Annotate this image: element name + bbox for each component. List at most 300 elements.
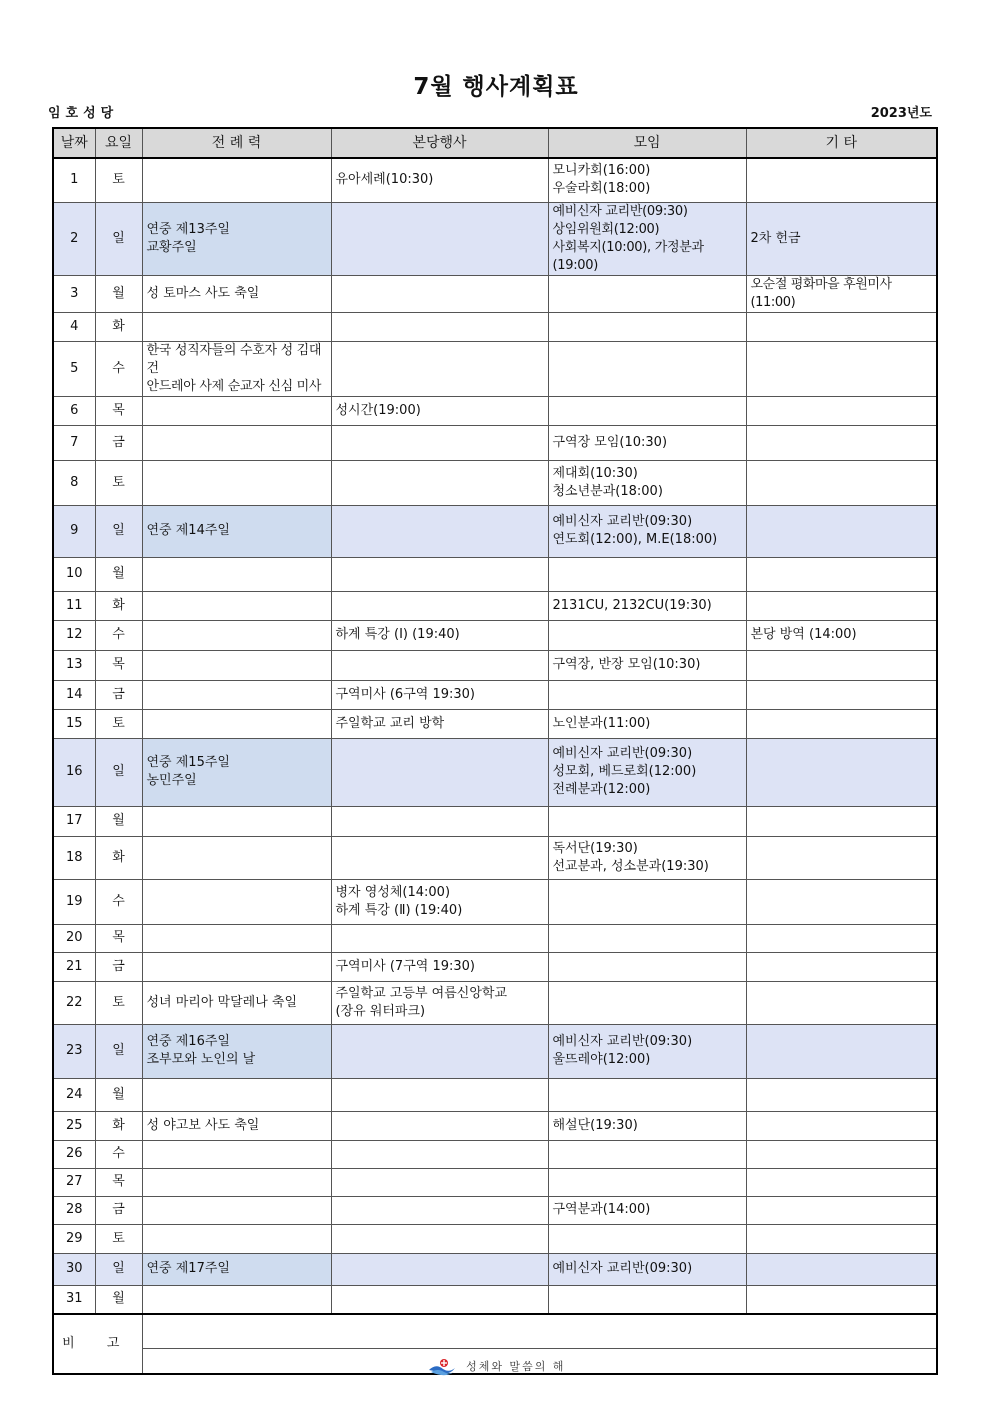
event-cell (331, 836, 548, 879)
date-cell-text: 7 (70, 434, 79, 450)
weekday-cell (95, 1196, 142, 1224)
event-cell (331, 924, 548, 952)
event-cell (331, 1140, 548, 1168)
weekday-cell-text: 토 (112, 994, 125, 1010)
date-cell (53, 1024, 95, 1078)
meeting-cell (548, 341, 746, 396)
liturgy-cell-text: 조부모와 노인의 날 (146, 1052, 256, 1067)
meeting-cell-text: 해설단(19:30) (552, 1117, 638, 1133)
event-cell (331, 1224, 548, 1253)
meeting-cell-text: 노인분과(11:00) (552, 715, 651, 731)
weekday-cell-text: 금 (112, 958, 125, 974)
weekday-cell (95, 952, 142, 981)
liturgy-cell-text: 연중 제17주일 (146, 1261, 230, 1276)
event-cell (331, 1111, 548, 1140)
date-cell-text: 22 (65, 994, 83, 1010)
weekday-cell-text: 토 (112, 172, 125, 188)
meeting-cell (548, 650, 746, 680)
event-cell (331, 557, 548, 591)
liturgy-cell (142, 505, 331, 557)
date-cell-text: 3 (70, 285, 79, 301)
weekday-cell-text: 월 (112, 285, 125, 301)
header-row (53, 128, 937, 158)
date-cell-text: 11 (65, 597, 83, 613)
table-row (53, 924, 937, 952)
etc-cell (746, 981, 937, 1024)
weekday-cell-text: 토 (112, 715, 125, 731)
weekday-cell-text: 화 (112, 1117, 125, 1133)
liturgy-cell-text: 농민주일 (146, 773, 197, 788)
meeting-cell (548, 557, 746, 591)
date-cell (53, 879, 95, 924)
date-cell (53, 275, 95, 312)
date-cell (53, 981, 95, 1024)
liturgy-cell-text: 연중 제13주일 (146, 221, 230, 237)
meeting-cell (548, 1253, 746, 1285)
etc-cell (746, 425, 937, 460)
meeting-cell (548, 1224, 746, 1253)
table-row (53, 952, 937, 981)
date-cell-text: 23 (65, 1043, 83, 1058)
table-row (53, 981, 937, 1024)
weekday-cell-text: 수 (112, 360, 125, 376)
date-cell-text: 20 (65, 930, 83, 945)
event-cell-text: 하계 특강 (Ⅱ) (19:40) (335, 902, 463, 918)
date-cell-text: 17 (65, 813, 83, 828)
remarks-label: 비 고 (53, 1314, 142, 1374)
weekday-cell-text: 토 (112, 474, 125, 490)
etc-cell (746, 591, 937, 620)
table-row (53, 591, 937, 620)
liturgy-cell (142, 981, 331, 1024)
date-cell-text: 12 (65, 627, 83, 642)
event-cell (331, 275, 548, 312)
etc-cell (746, 460, 937, 505)
liturgy-cell (142, 312, 331, 341)
etc-cell (746, 1196, 937, 1224)
weekday-cell (95, 557, 142, 591)
meeting-cell (548, 505, 746, 557)
liturgy-cell (142, 1253, 331, 1285)
weekday-cell-text: 일 (112, 764, 125, 779)
meeting-cell (548, 1078, 746, 1111)
weekday-cell (95, 505, 142, 557)
etc-cell (746, 557, 937, 591)
event-cell (331, 396, 548, 425)
etc-cell (746, 202, 937, 275)
meeting-cell (548, 275, 746, 312)
weekday-cell (95, 981, 142, 1024)
event-cell-text: 성시간(19:00) (335, 402, 421, 418)
etc-cell (746, 1285, 937, 1314)
weekday-cell-text: 일 (112, 1261, 125, 1276)
date-cell-text: 9 (70, 523, 79, 538)
table-row (53, 158, 937, 202)
event-cell (331, 312, 548, 341)
event-cell-text: 하계 특강 (Ⅰ) (19:40) (335, 627, 460, 642)
meeting-cell (548, 924, 746, 952)
weekday-cell-text: 금 (112, 1202, 125, 1217)
liturgy-cell (142, 680, 331, 709)
date-cell (53, 341, 95, 396)
weekday-cell-text: 목 (112, 402, 125, 418)
etc-cell (746, 836, 937, 879)
meeting-cell-text: 선교분과, 성소분과(19:30) (552, 858, 709, 874)
table-row (53, 275, 937, 312)
weekday-cell (95, 806, 142, 836)
table-row (53, 341, 937, 396)
table-row (53, 202, 937, 275)
etc-cell (746, 952, 937, 981)
liturgy-cell-text: 연중 제15주일 (146, 755, 230, 770)
event-cell (331, 1196, 548, 1224)
etc-cell (746, 738, 937, 806)
liturgy-cell (142, 952, 331, 981)
date-cell (53, 505, 95, 557)
header-meeting: 모임 (548, 128, 746, 158)
meeting-cell (548, 591, 746, 620)
remarks-cell (142, 1314, 937, 1348)
date-cell (53, 591, 95, 620)
event-cell (331, 460, 548, 505)
etc-cell-text: 오순절 평화마을 후원미사(11:00) (750, 276, 892, 310)
liturgy-cell-text: 성녀 마리아 막달레나 축일 (146, 994, 298, 1010)
weekday-cell (95, 1253, 142, 1285)
meeting-cell (548, 396, 746, 425)
weekday-cell-text: 화 (112, 597, 125, 613)
weekday-cell (95, 1285, 142, 1314)
event-cell (331, 1253, 548, 1285)
date-cell (53, 396, 95, 425)
meeting-cell (548, 709, 746, 738)
etc-cell (746, 158, 937, 202)
event-cell (331, 505, 548, 557)
weekday-cell-text: 목 (112, 1174, 125, 1189)
table-row (53, 1168, 937, 1196)
weekday-cell-text: 월 (112, 1086, 125, 1102)
meeting-cell-text: 구역장, 반장 모임(10:30) (552, 657, 701, 672)
date-cell (53, 650, 95, 680)
liturgy-cell-text: 연중 제14주일 (146, 523, 230, 538)
meeting-cell (548, 1285, 746, 1314)
liturgy-cell (142, 924, 331, 952)
meeting-cell (548, 952, 746, 981)
weekday-cell-text: 금 (112, 434, 125, 450)
weekday-cell-text: 수 (112, 627, 125, 642)
date-cell-text: 10 (65, 566, 83, 581)
weekday-cell (95, 738, 142, 806)
date-cell (53, 1168, 95, 1196)
meeting-cell (548, 836, 746, 879)
meeting-cell (548, 806, 746, 836)
meeting-cell-text: 예비신자 교리반(09:30) (552, 1261, 693, 1276)
weekday-cell (95, 650, 142, 680)
weekday-cell (95, 680, 142, 709)
event-cell (331, 952, 548, 981)
liturgy-cell-text: 안드레아 사제 순교자 신심 미사 (146, 378, 322, 394)
event-cell-text: 주일학교 고등부 여름신앙학교 (335, 985, 508, 1001)
etc-cell (746, 312, 937, 341)
meeting-cell (548, 981, 746, 1024)
liturgy-cell (142, 650, 331, 680)
liturgy-cell-text: 성 야고보 사도 축일 (146, 1117, 260, 1133)
table-row (53, 396, 937, 425)
weekday-cell (95, 620, 142, 650)
footer (0, 1358, 992, 1376)
date-cell-text: 28 (65, 1202, 83, 1217)
page-title: 7월 행사계획표 (413, 74, 579, 100)
event-cell (331, 680, 548, 709)
liturgy-cell (142, 425, 331, 460)
weekday-cell-text: 수 (112, 893, 125, 909)
etc-cell (746, 709, 937, 738)
etc-cell (746, 1024, 937, 1078)
etc-cell (746, 806, 937, 836)
date-cell (53, 460, 95, 505)
weekday-cell (95, 158, 142, 202)
date-cell-text: 29 (65, 1230, 83, 1246)
meeting-cell-text: 상임위원회(12:00) (552, 221, 660, 237)
date-cell (53, 202, 95, 275)
liturgy-cell-text: 교황주일 (146, 239, 197, 255)
weekday-cell (95, 425, 142, 460)
parish-name: 임호성당 (48, 106, 119, 121)
event-cell (331, 620, 548, 650)
date-cell (53, 836, 95, 879)
etc-cell (746, 1078, 937, 1111)
date-cell-text: 8 (70, 474, 79, 490)
date-cell (53, 680, 95, 709)
weekday-cell (95, 275, 142, 312)
event-cell (331, 341, 548, 396)
liturgy-cell (142, 1078, 331, 1111)
etc-cell (746, 505, 937, 557)
table-row (53, 1140, 937, 1168)
table-row (53, 1224, 937, 1253)
liturgy-cell (142, 620, 331, 650)
meeting-cell-text: 독서단(19:30) (552, 840, 638, 856)
meeting-cell (548, 1196, 746, 1224)
weekday-cell-text: 월 (112, 566, 125, 581)
date-cell (53, 1253, 95, 1285)
weekday-cell-text: 화 (112, 849, 125, 865)
table-row (53, 460, 937, 505)
event-cell (331, 1168, 548, 1196)
date-cell-text: 13 (65, 657, 83, 672)
liturgy-cell (142, 396, 331, 425)
meeting-cell (548, 202, 746, 275)
weekday-cell-text: 수 (112, 1146, 125, 1161)
table-row (53, 1024, 937, 1078)
date-cell (53, 709, 95, 738)
event-cell (331, 738, 548, 806)
table-row (53, 1111, 937, 1140)
etc-cell-text: 본당 방역 (14:00) (750, 627, 857, 642)
weekday-cell-text: 월 (112, 813, 125, 828)
table-row (53, 650, 937, 680)
date-cell (53, 1111, 95, 1140)
liturgy-cell (142, 1111, 331, 1140)
meeting-cell-text: 연도회(12:00), M.E(18:00) (552, 532, 718, 547)
weekday-cell (95, 836, 142, 879)
table-row (53, 1253, 937, 1285)
meeting-cell (548, 425, 746, 460)
table-row (53, 557, 937, 591)
liturgy-cell (142, 806, 331, 836)
table-row (53, 505, 937, 557)
event-cell-text: 유아세례(10:30) (335, 172, 434, 188)
date-cell-text: 19 (65, 893, 83, 909)
event-cell-text: (장유 워터파크) (335, 1003, 426, 1019)
date-cell-text: 26 (65, 1146, 83, 1161)
table-row (53, 806, 937, 836)
event-cell (331, 650, 548, 680)
event-cell (331, 425, 548, 460)
date-cell-text: 18 (65, 849, 83, 865)
meeting-cell-text: 구역분과(14:00) (552, 1202, 651, 1217)
event-cell (331, 158, 548, 202)
meeting-cell (548, 738, 746, 806)
date-cell-text: 1 (70, 172, 79, 188)
date-cell-text: 24 (65, 1086, 83, 1102)
meeting-cell (548, 1111, 746, 1140)
date-cell-text: 31 (65, 1291, 83, 1307)
table-row (53, 738, 937, 806)
weekday-cell-text: 일 (112, 1043, 125, 1058)
liturgy-cell (142, 1285, 331, 1314)
date-cell-text: 27 (65, 1174, 83, 1189)
weekday-cell (95, 341, 142, 396)
weekday-cell-text: 일 (112, 523, 125, 538)
date-cell-text: 14 (65, 686, 83, 702)
etc-cell (746, 924, 937, 952)
etc-cell (746, 1111, 937, 1140)
date-cell-text: 5 (70, 360, 79, 376)
date-cell-text: 21 (65, 958, 83, 974)
parish-logo-icon (427, 1358, 457, 1376)
meeting-cell (548, 1168, 746, 1196)
meeting-cell (548, 1140, 746, 1168)
table-row (53, 879, 937, 924)
date-cell-text: 4 (70, 318, 79, 334)
meeting-cell (548, 680, 746, 709)
date-cell (53, 557, 95, 591)
meeting-cell (548, 312, 746, 341)
weekday-cell-text: 월 (112, 1291, 125, 1307)
date-cell-text: 15 (65, 715, 83, 731)
event-cell-text: 구역미사 (7구역 19:30) (335, 958, 475, 974)
weekday-cell-text: 금 (112, 686, 125, 702)
meeting-cell (548, 460, 746, 505)
event-cell (331, 591, 548, 620)
meeting-cell-text: 사회복지(10:00), 가정분과(19:00) (552, 239, 704, 273)
meeting-cell-text: 구역장 모임(10:30) (552, 434, 668, 450)
meeting-cell-text: 예비신자 교리반(09:30) (552, 203, 688, 219)
year-label: 2023년도 (870, 106, 932, 121)
weekday-cell (95, 1111, 142, 1140)
date-cell (53, 158, 95, 202)
liturgy-cell (142, 275, 331, 312)
weekday-cell (95, 312, 142, 341)
liturgy-cell (142, 202, 331, 275)
weekday-cell (95, 879, 142, 924)
etc-cell-text: 2차 헌금 (750, 230, 801, 246)
table-row (53, 620, 937, 650)
event-cell-text: 주일학교 교리 방학 (335, 715, 445, 731)
weekday-cell-text: 토 (112, 1230, 125, 1246)
date-cell-text: 25 (65, 1117, 83, 1133)
liturgy-cell (142, 738, 331, 806)
liturgy-cell (142, 341, 331, 396)
table-row (53, 680, 937, 709)
date-cell (53, 738, 95, 806)
meeting-cell-text: 우술라회(18:00) (552, 181, 651, 197)
header-weekday: 요일 (95, 128, 142, 158)
date-cell-text: 16 (65, 764, 83, 779)
weekday-cell (95, 1140, 142, 1168)
event-cell (331, 1078, 548, 1111)
weekday-cell (95, 591, 142, 620)
date-cell-text: 2 (70, 230, 79, 246)
date-cell-text: 30 (65, 1261, 83, 1276)
date-cell (53, 806, 95, 836)
meeting-cell (548, 620, 746, 650)
header-parish-event: 본당행사 (331, 128, 548, 158)
liturgy-cell-text: 연중 제16주일 (146, 1034, 230, 1049)
event-cell (331, 981, 548, 1024)
date-cell-text: 6 (70, 402, 79, 418)
meeting-cell-text: 청소년분과(18:00) (552, 483, 663, 499)
meeting-cell-text: 2131CU, 2132CU(19:30) (552, 597, 712, 613)
meeting-cell-text: 성모회, 베드로회(12:00) (552, 764, 697, 779)
etc-cell (746, 1253, 937, 1285)
date-cell (53, 620, 95, 650)
etc-cell (746, 341, 937, 396)
footer-text: 성체와 말씀의 해 (466, 1360, 566, 1373)
table-row (53, 312, 937, 341)
weekday-cell (95, 396, 142, 425)
date-cell (53, 1224, 95, 1253)
weekday-cell (95, 1168, 142, 1196)
etc-cell (746, 650, 937, 680)
event-cell-text: 구역미사 (6구역 19:30) (335, 686, 475, 702)
table-row (53, 709, 937, 738)
header-liturgy: 전 례 력 (142, 128, 331, 158)
liturgy-cell-text: 한국 성직자들의 수호자 성 김대건 (146, 342, 322, 376)
date-cell (53, 1078, 95, 1111)
weekday-cell-text: 목 (112, 930, 125, 945)
event-cell (331, 1024, 548, 1078)
meeting-cell-text: 예비신자 교리반(09:30) (552, 1034, 693, 1049)
meeting-cell (548, 158, 746, 202)
etc-cell (746, 680, 937, 709)
event-cell (331, 709, 548, 738)
weekday-cell-text: 일 (112, 230, 125, 246)
meeting-cell-text: 전례분과(12:00) (552, 782, 651, 797)
table-row (53, 1285, 937, 1314)
meeting-cell (548, 1024, 746, 1078)
weekday-cell-text: 목 (112, 657, 125, 672)
weekday-cell (95, 202, 142, 275)
event-cell (331, 806, 548, 836)
liturgy-cell (142, 158, 331, 202)
meeting-cell-text: 울뜨레야(12:00) (552, 1052, 651, 1067)
date-cell (53, 425, 95, 460)
date-cell (53, 924, 95, 952)
liturgy-cell (142, 460, 331, 505)
liturgy-cell (142, 1024, 331, 1078)
liturgy-cell (142, 879, 331, 924)
